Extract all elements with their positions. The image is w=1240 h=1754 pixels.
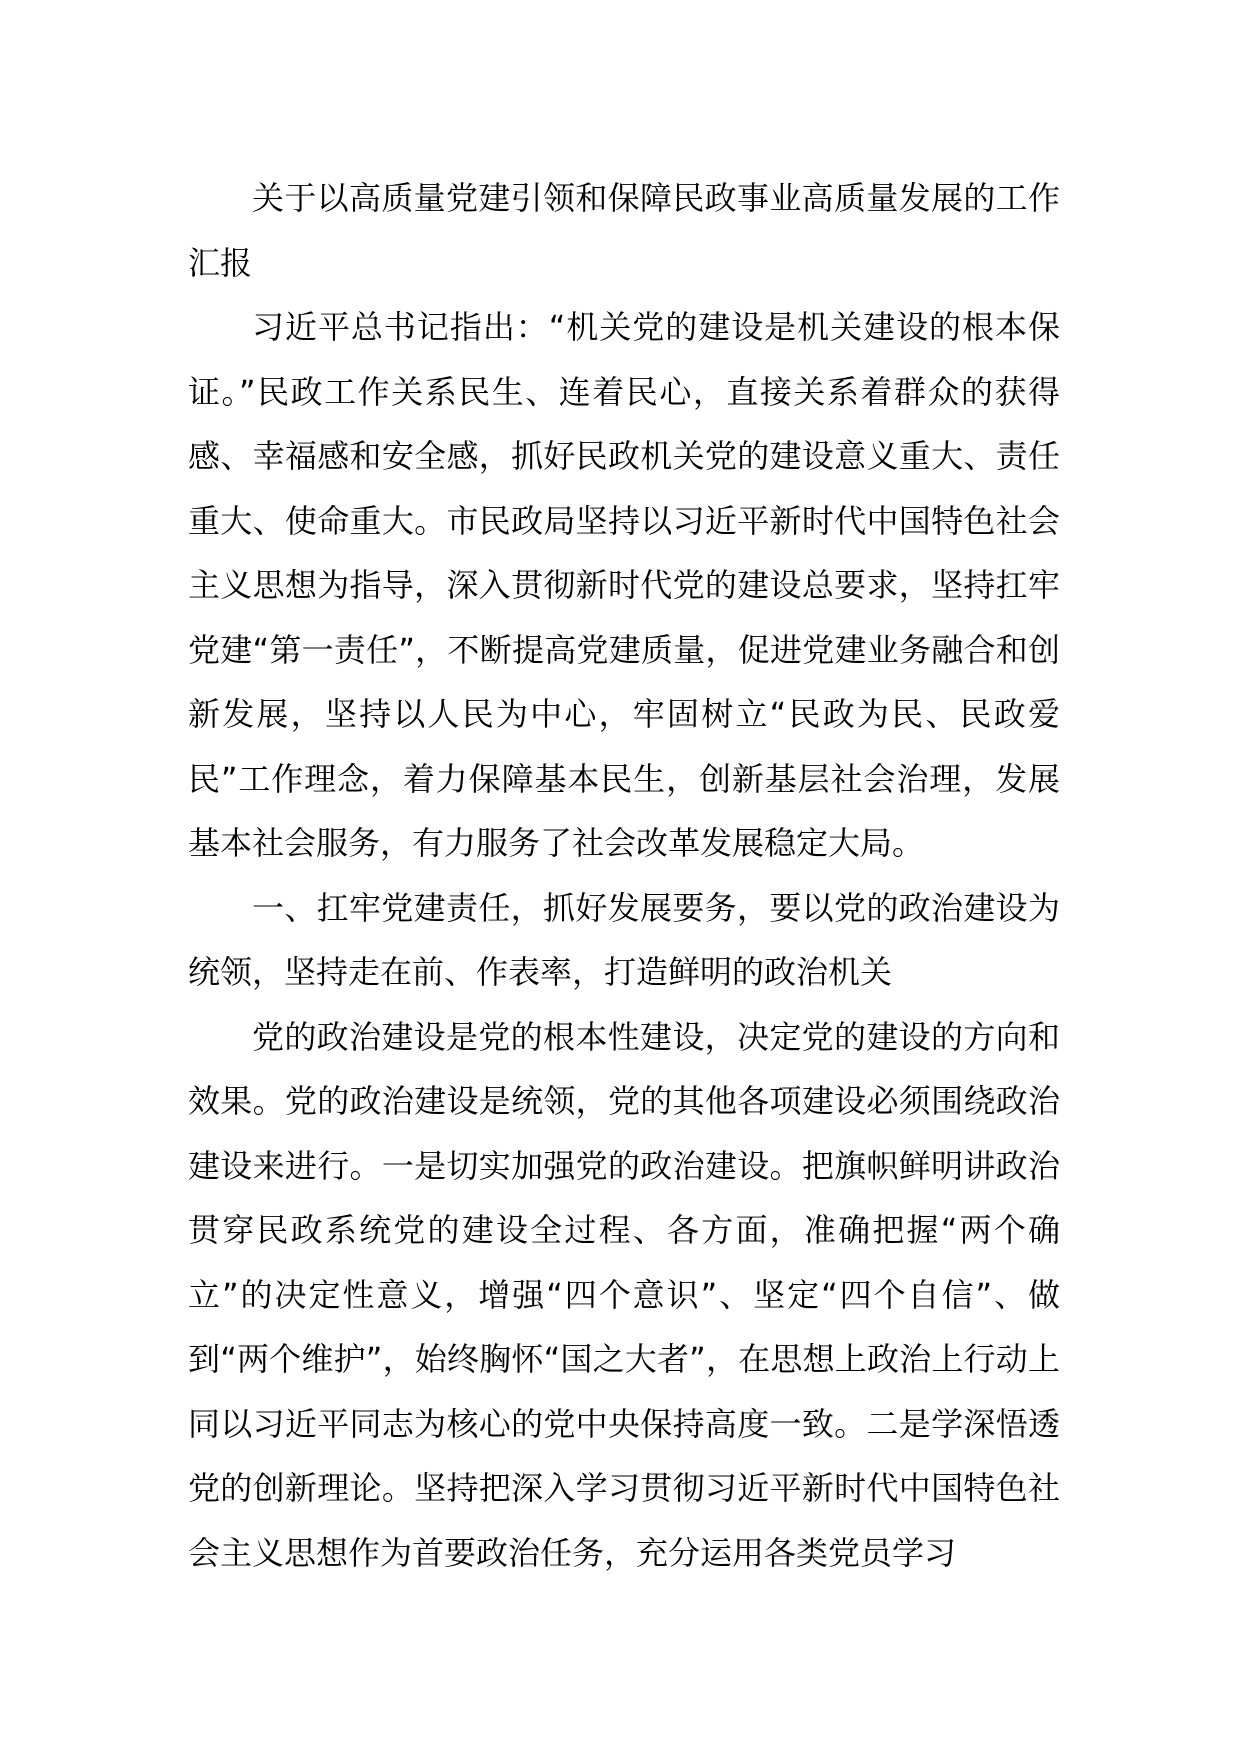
document-body (188, 166, 1060, 1585)
paragraph-section-1: 党的政治建设是党的根本性建设，决定党的建设的方向和效果。党的政治建设是统领，党的其他各项建设必须围绕政治建设来进行。一是切实加强党的政治建设。把旗帜鲜明讲政治贯穿民政系统党的建设全过程、各方面，准确把握“两个确立”的决定性意义，增强“四个意识”、坚定“四个自信”、做到“两个维护”，始终胸怀“国之大者”，在思想上政治上行动上同以习近平同志为核心的党中央保持高度一致。二是学深悟透党的创新理论。坚持把深入学习贯彻习近平新时代中国特色社会主义思想作为首要政治任务，充分运用各类党员学习 (188, 1017, 1060, 1572)
document-title: 关于以高质量党建引领和保障民政事业高质量发展的工作汇报 (188, 179, 1060, 282)
section-heading-1: 一、扛牢党建责任，抓好发展要务，要以党的政治建设为统领，坚持走在前、作表率，打造鲜明的政治机关 (188, 888, 1060, 991)
paragraph-intro: 习近平总书记指出：“机关党的建设是机关建设的根本保证。”民政工作关系民生、连着民心，直接关系着群众的获得感、幸福感和安全感，抓好民政机关党的建设意义重大、责任重大、使命重大。市民政局坚持以习近平新时代中国特色社会主义思想为指导，深入贯彻新时代党的建设总要求，坚持扛牢党建“第一责任”，不断提高党建质量，促进党建业务融合和创新发展，坚持以人民为中心，牢固树立“民政为民、民政爱民”工作理念，着力保障基本民生，创新基层社会治理，发展基本社会服务，有力服务了社会改革发展稳定大局。 (188, 308, 1060, 862)
